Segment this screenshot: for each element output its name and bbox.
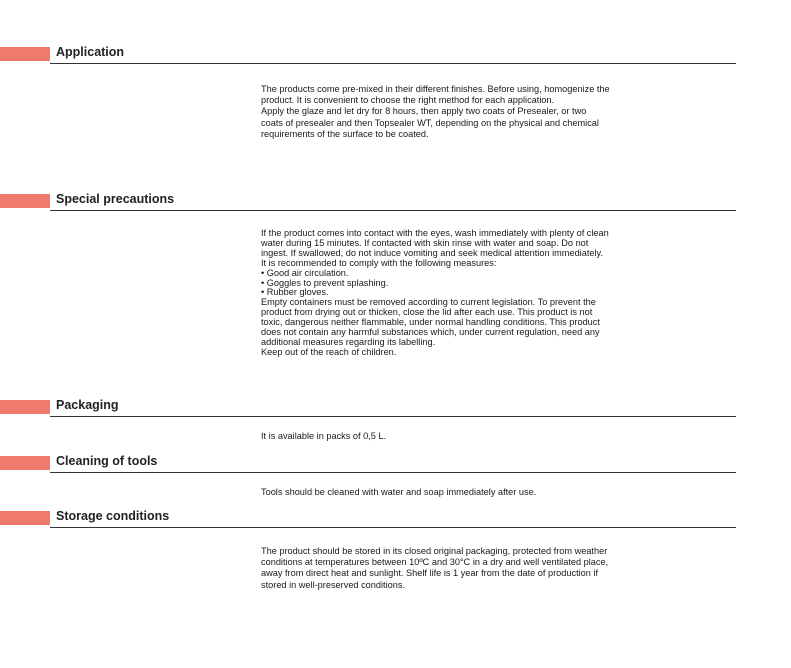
body-line: ingest. If swallowed, do not induce vomiting and seek medical attention immediately.: [261, 247, 603, 258]
body-line: Keep out of the reach of children.: [261, 346, 397, 357]
section-body: [261, 229, 739, 358]
body-line: conditions at temperatures between 10ºC and 30°C in a dry and well ventilated place,: [261, 557, 609, 568]
body-line: It is recommended to comply with the following measures:: [261, 257, 497, 268]
body-line: • Good air circulation.: [261, 267, 349, 278]
section-body: [261, 84, 739, 140]
section-accent-bar: [0, 194, 50, 208]
body-line: • Goggles to prevent splashing.: [261, 277, 389, 288]
body-line: toxic, dangerous neither flammable, under normal handling conditions. This product: [261, 317, 600, 328]
section-divider: [50, 527, 736, 528]
body-line: does not contain any harmful substances which, under current regulation, need any: [261, 327, 600, 338]
body-line: If the product comes into contact with the eyes, wash immediately with plenty of clean: [261, 228, 609, 238]
body-line: Empty containers must be removed according to current legislation. To prevent the: [261, 297, 596, 308]
body-line: stored in well-preserved conditions.: [261, 579, 406, 590]
body-line: product from drying out or thicken, close the lid after each use. This product is not: [261, 307, 593, 318]
section-title: Application: [56, 45, 125, 59]
section-accent-bar: [0, 400, 50, 414]
section-divider: [50, 472, 736, 473]
body-line: The product should be stored in its closed original packaging, protected from weather: [261, 546, 608, 556]
section-divider: [50, 416, 736, 417]
section-title: Cleaning of tools: [56, 454, 158, 468]
section-divider: [50, 210, 736, 211]
section-divider: [50, 63, 736, 64]
section-title: Storage conditions: [56, 509, 170, 523]
body-line: away from direct heat and sunlight. Shelf life is 1 year from the date of production if: [261, 568, 599, 579]
body-line: water during 15 minutes. If contacted with skin rinse with water and soap. Do not: [261, 237, 589, 248]
body-line: additional measures regarding its labelling.: [261, 336, 436, 347]
body-line: Apply the glaze and let dry for 8 hours, then apply two coats of Presealer, or two: [261, 106, 587, 117]
body-line: • Rubber gloves.: [261, 287, 329, 298]
body-line: Tools should be cleaned with water and soap immediately after use.: [261, 487, 537, 497]
section-body: [261, 546, 739, 591]
section-accent-bar: [0, 511, 50, 525]
section-title: Packaging: [56, 398, 119, 412]
section-accent-bar: [0, 47, 50, 61]
body-line: requirements of the surface to be coated.: [261, 128, 429, 139]
section-body: [261, 431, 739, 442]
body-line: The products come pre-mixed in their different finishes. Before using, homogenize the: [261, 84, 610, 94]
section-body: [261, 487, 739, 498]
body-line: product. It is convenient to choose the right method for each application.: [261, 95, 555, 106]
section-title: Special precautions: [56, 192, 175, 206]
section-accent-bar: [0, 456, 50, 470]
body-line: It is available in packs of 0,5 L.: [261, 431, 387, 441]
body-line: coats of presealer and then Topsealer WT, depending on the physical and chemical: [261, 117, 599, 128]
